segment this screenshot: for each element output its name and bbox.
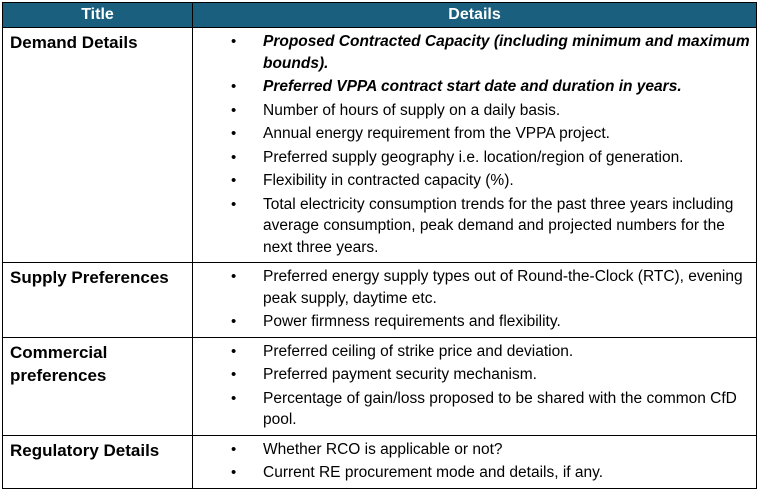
list-item-text: Preferred ceiling of strike price and deviation. [263, 342, 574, 360]
list-item [193, 364, 752, 386]
list-item [193, 462, 752, 484]
list-item [193, 31, 752, 74]
list-item [193, 341, 752, 363]
list-item-text: Power firmness requirements and flexibility. [263, 313, 561, 330]
list-item [193, 266, 752, 309]
row-title: Regulatory Details [3, 435, 193, 488]
row-title: Demand Details [3, 28, 193, 263]
bullet-icon: • [231, 172, 237, 189]
list-item [193, 439, 752, 461]
bullet-icon: • [231, 440, 237, 458]
header-title: Title [3, 3, 193, 28]
table-row [3, 337, 757, 435]
bullet-icon: • [231, 389, 237, 407]
list-item-text: Annual energy requirement from the VPPA project. [263, 125, 610, 142]
list-item [193, 100, 752, 122]
list-item [193, 123, 752, 145]
row-details [193, 337, 757, 435]
table-row [3, 28, 757, 263]
list-item-text: Whether RCO is applicable or not? [263, 440, 503, 458]
bullet-icon: • [231, 125, 237, 142]
list-item [193, 388, 752, 431]
details-list [193, 266, 752, 333]
list-item [193, 76, 752, 98]
header-details: Details [193, 3, 757, 28]
bullet-icon: • [231, 342, 237, 360]
list-item [193, 194, 752, 259]
bullet-icon: • [231, 195, 237, 213]
list-item-text: Number of hours of supply on a daily basis. [263, 101, 561, 119]
list-item [193, 147, 752, 169]
list-item-text: Preferred payment security mechanism. [263, 366, 537, 383]
bullet-icon: • [231, 268, 237, 285]
row-details [193, 435, 757, 488]
bullet-icon: • [231, 148, 237, 166]
list-item-text: Percentage of gain/loss proposed to be shared with the common CfD pool. [263, 389, 737, 428]
list-item [193, 311, 752, 333]
row-details [193, 28, 757, 263]
list-item [193, 170, 752, 192]
bullet-icon: • [231, 33, 237, 50]
table-body [3, 28, 757, 489]
list-item-text: Flexibility in contracted capacity (%). [263, 172, 514, 189]
list-item-text: Preferred energy supply types out of Round-the-Clock (RTC), evening peak supply, daytime etc. [263, 268, 743, 307]
table-row [3, 263, 757, 338]
list-item-text: Preferred supply geography i.e. location/region of generation. [263, 148, 684, 166]
bullet-icon: • [231, 313, 237, 330]
bullet-icon: • [231, 366, 237, 383]
bullet-icon: • [231, 464, 237, 481]
list-item-text: Total electricity consumption trends for the past three years including average consumption, peak demand and projected numbers for the next three years. [263, 195, 734, 256]
header-row [3, 3, 757, 28]
requirements-table [2, 2, 757, 489]
row-title: Commercial preferences [3, 337, 193, 435]
bullet-icon: • [231, 78, 237, 95]
bullet-icon: • [231, 101, 237, 119]
list-item-text: Preferred VPPA contract start date and duration in years. [263, 78, 682, 95]
list-item-text: Proposed Contracted Capacity (including minimum and maximum bounds). [263, 33, 750, 72]
details-list [193, 341, 752, 431]
row-title: Supply Preferences [3, 263, 193, 338]
table-row [3, 435, 757, 488]
list-item-text: Current RE procurement mode and details, if any. [263, 464, 604, 481]
details-list [193, 31, 752, 258]
row-details [193, 263, 757, 338]
